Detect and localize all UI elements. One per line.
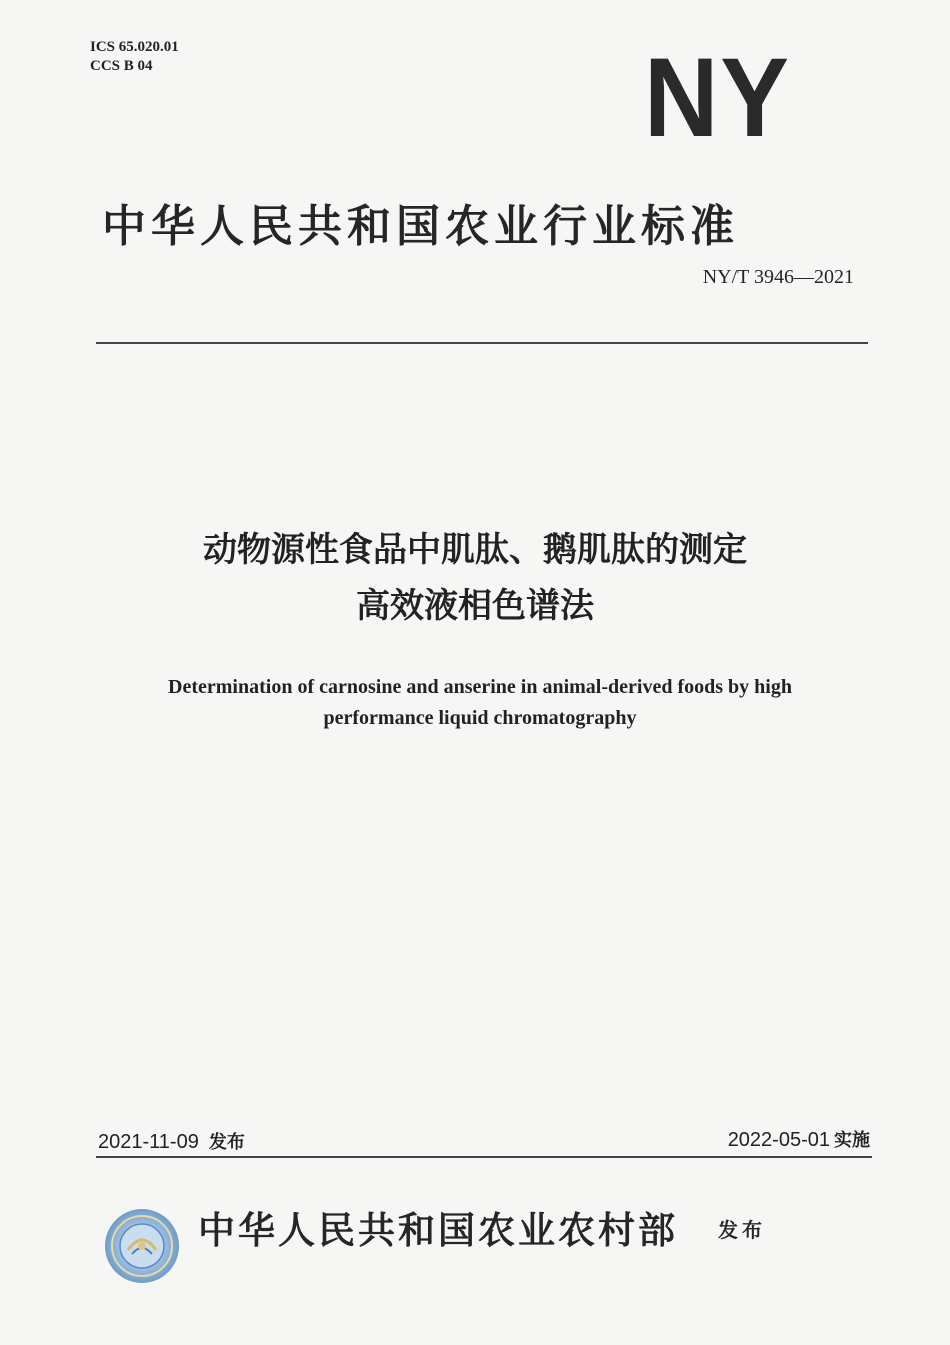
ministry-seal-icon	[104, 1208, 180, 1284]
chinese-title	[0, 522, 950, 634]
issue-date-label: 发布	[208, 1132, 245, 1153]
english-title-line-2: performance liquid chromatography	[323, 707, 637, 729]
standard-category-title: 中华人民共和国农业行业标准	[102, 201, 739, 252]
top-divider	[96, 342, 868, 344]
ministry-publish-label: 发布	[718, 1218, 766, 1242]
issue-date	[98, 1128, 245, 1154]
implementation-date-value: 2022-05-01	[727, 1129, 830, 1151]
issue-date-value: 2021-11-09	[98, 1131, 199, 1153]
chinese-title-line-1: 动物源性食品中肌肽、鹅肌肽的测定	[203, 530, 747, 570]
bottom-divider	[96, 1156, 872, 1158]
standard-number: NY/T 3946—2021	[702, 266, 854, 288]
english-title-line-1: Determination of carnosine and anserine in animal-derived foods by high	[168, 676, 792, 698]
ny-logo: NY	[644, 35, 791, 160]
issuing-ministry: 中华人民共和国农业农村部	[198, 1208, 678, 1252]
ccs-code: CCS B 04	[90, 58, 153, 74]
implementation-date	[728, 1126, 870, 1152]
classification-codes	[90, 38, 179, 76]
ics-code: ICS 65.020.01	[90, 39, 179, 55]
english-title	[100, 672, 860, 734]
chinese-title-line-2: 高效液相色谱法	[356, 586, 594, 626]
implementation-date-label: 实施	[834, 1130, 870, 1151]
